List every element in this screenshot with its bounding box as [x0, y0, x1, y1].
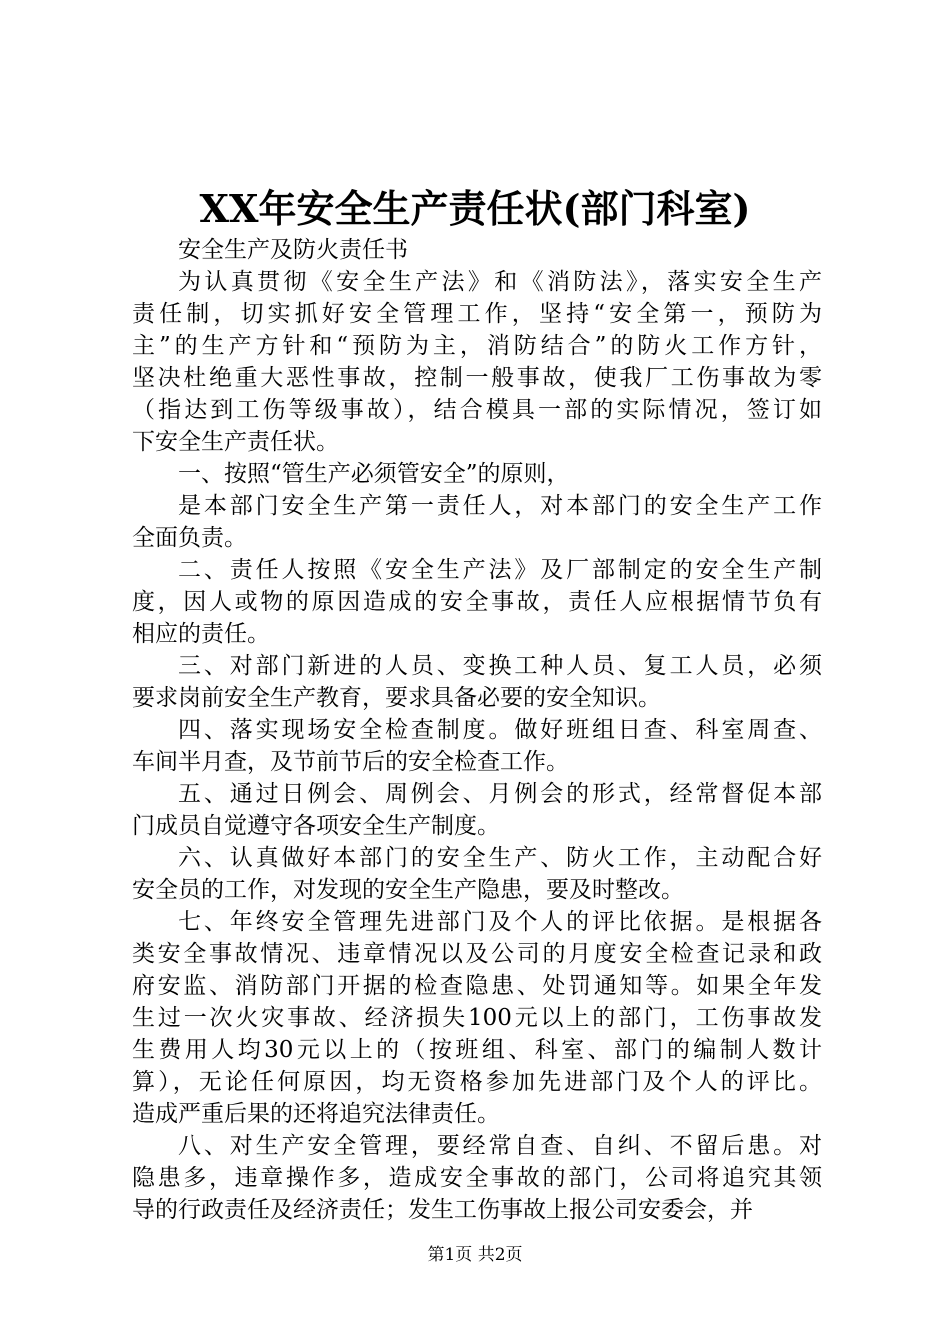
body-paragraph [132, 650, 822, 714]
paragraph-line: 七、年终安全管理先进部门及个人的评比依据。是根据各 [178, 909, 822, 935]
document-title: XX年安全生产责任状(部门科室) [199, 186, 751, 231]
paragraph-line: 安全生产及防火责任书 [178, 237, 408, 263]
body-paragraph [132, 490, 822, 554]
paragraph-line: 八、对生产安全管理，要经常自查、自纠、不留后患。对 [178, 1133, 822, 1159]
body-paragraph [132, 714, 822, 778]
body-paragraph [132, 266, 822, 458]
paragraph-line: 主”的生产方针和“预防为主，消防结合”的防火工作方针， [132, 333, 822, 359]
paragraph-line: 三、对部门新进的人员、变换工种人员、复工人员，必须 [178, 653, 822, 679]
paragraph-line: 造成严重后果的还将追究法律责任。 [132, 1101, 500, 1127]
body-paragraph [132, 906, 822, 1130]
paragraph-line: 生费用人均30元以上的（按班组、科室、部门的编制人数计 [132, 1037, 822, 1063]
paragraph-line: 五、通过日例会、周例会、月例会的形式，经常督促本部 [178, 781, 822, 807]
paragraph-line: 相应的责任。 [132, 621, 270, 647]
paragraph-line: 度，因人或物的原因造成的安全事故，责任人应根据情节负有 [132, 589, 822, 615]
paragraph-line: 一、按照“管生产必须管安全”的原则， [178, 461, 570, 487]
paragraph-line: 要求岗前安全生产教育，要求具备必要的安全知识。 [132, 685, 661, 711]
paragraph-line: 类安全事故情况、违章情况以及公司的月度安全检查记录和政 [132, 941, 822, 967]
paragraph-line: 生过一次火灾事故、经济损失100元以上的部门，工伤事故发 [132, 1005, 822, 1031]
paragraph-line: 车间半月查，及节前节后的安全检查工作。 [132, 749, 569, 775]
paragraph-line: 全面负责。 [132, 525, 247, 551]
paragraph-line: 下安全生产责任状。 [132, 429, 339, 455]
body-paragraph [132, 1130, 822, 1226]
paragraph-line: 六、认真做好本部门的安全生产、防火工作，主动配合好 [178, 845, 822, 871]
paragraph-line: 为认真贯彻《安全生产法》和《消防法》，落实安全生产 [178, 269, 822, 295]
paragraph-line: 门成员自觉遵守各项安全生产制度。 [132, 813, 500, 839]
document-body [132, 234, 822, 1226]
paragraph-line: 是本部门安全生产第一责任人，对本部门的安全生产工作 [178, 493, 822, 519]
paragraph-line: 坚决杜绝重大恶性事故，控制一般事故，使我厂工伤事故为零 [132, 365, 822, 391]
paragraph-line: 府安监、消防部门开据的检查隐患、处罚通知等。如果全年发 [132, 973, 822, 999]
paragraph-line: 导的行政责任及经济责任；发生工伤事故上报公司安委会，并 [132, 1197, 753, 1223]
body-paragraph [132, 234, 822, 266]
paragraph-line: （指达到工伤等级事故），结合模具一部的实际情况，签订如 [132, 397, 822, 423]
paragraph-line: 算），无论任何原因，均无资格参加先进部门及个人的评比。 [132, 1069, 822, 1095]
paragraph-line: 四、落实现场安全检查制度。做好班组日查、科室周查、 [178, 717, 822, 743]
paragraph-line: 安全员的工作，对发现的安全生产隐患，要及时整改。 [132, 877, 684, 903]
paragraph-line: 责任制，切实抓好安全管理工作，坚持“安全第一，预防为 [132, 301, 822, 327]
body-paragraph [132, 778, 822, 842]
body-paragraph [132, 842, 822, 906]
body-paragraph [132, 554, 822, 650]
page-footer: 第1页 共2页 [427, 1245, 523, 1265]
paragraph-line: 二、责任人按照《安全生产法》及厂部制定的安全生产制 [178, 557, 822, 583]
body-paragraph [132, 458, 822, 490]
paragraph-line: 隐患多，违章操作多，造成安全事故的部门，公司将追究其领 [132, 1165, 822, 1191]
